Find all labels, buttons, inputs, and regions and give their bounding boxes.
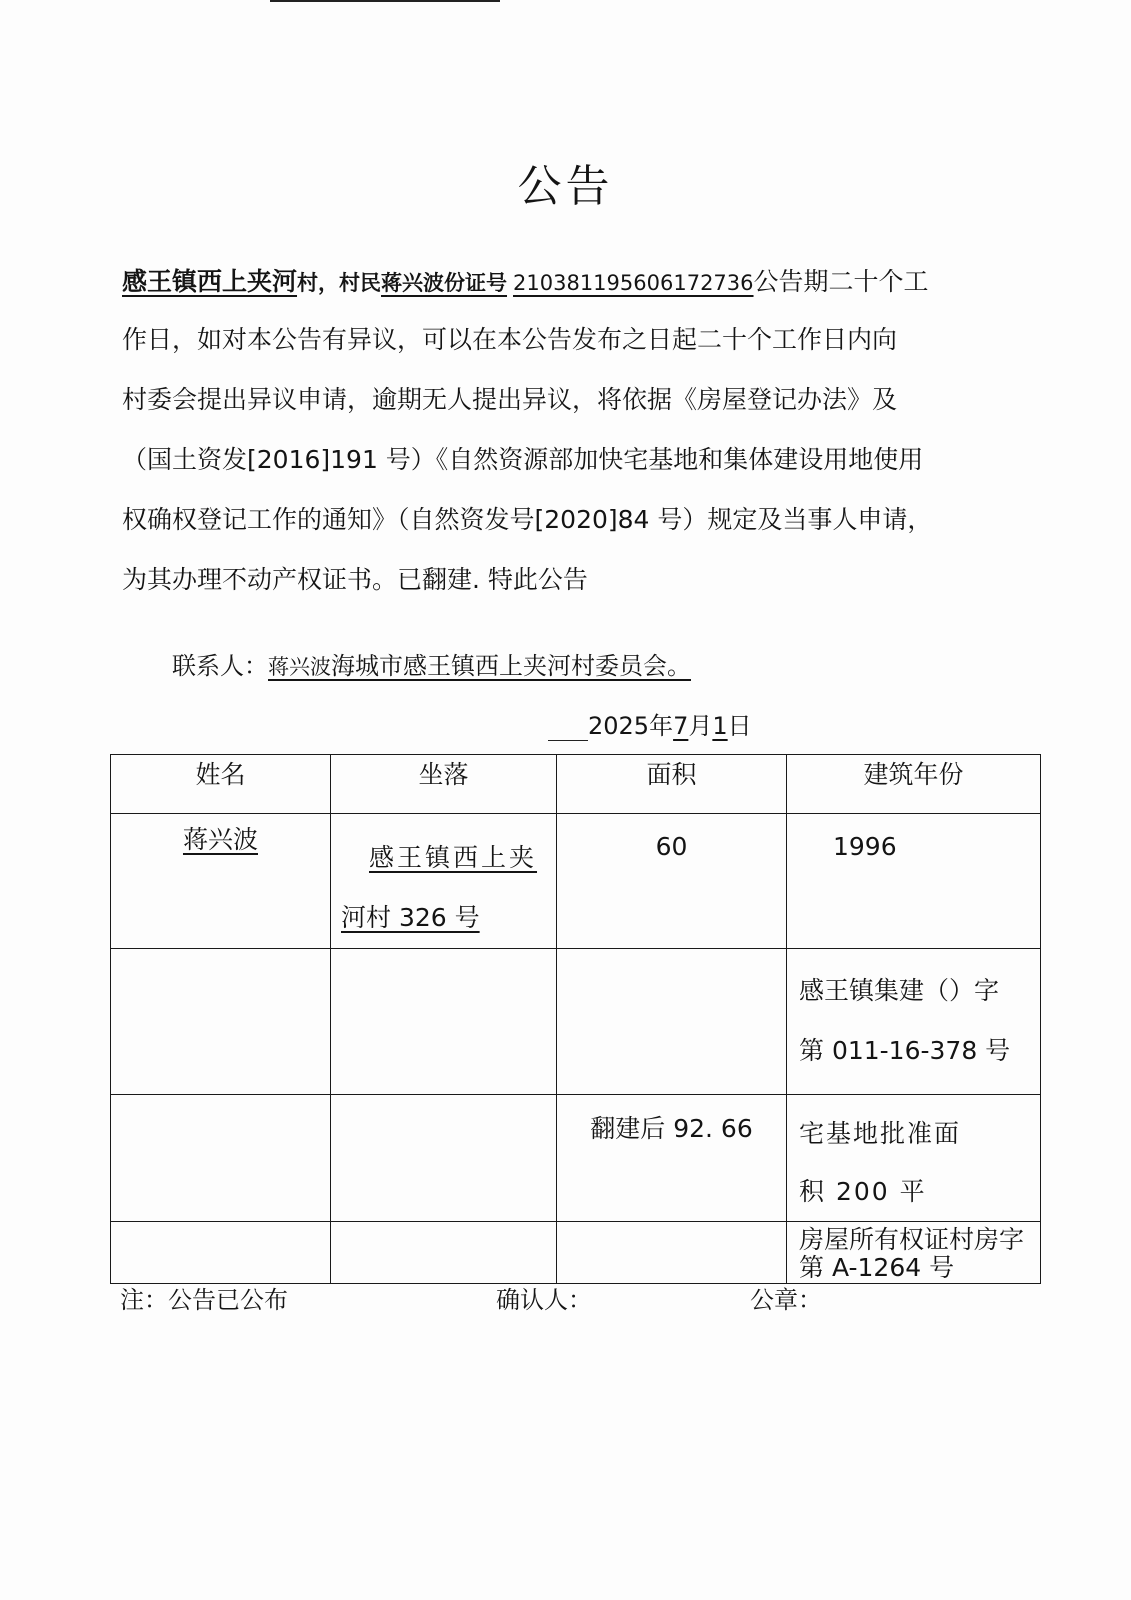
intro-mid: 村，村民 xyxy=(297,271,382,295)
header-area: 面积 xyxy=(557,755,787,814)
body-line-1: 作日，如对本公告有异议，可以在本公告发布之日起二十个工作日内向 xyxy=(122,325,898,354)
table-row xyxy=(111,814,1041,949)
row1-area: 60 xyxy=(557,814,787,949)
row2-cert-line2: 第 011-16-378 号 xyxy=(799,1036,1011,1065)
intro-line xyxy=(122,262,992,298)
row2-cert-line1: 感王镇集建（）字 xyxy=(799,976,1000,1005)
footer-confirm: 确认人： xyxy=(496,1286,592,1314)
row4-own-line1: 房屋所有权证村房字 xyxy=(799,1225,1025,1254)
id-label: 份证号 xyxy=(444,271,508,295)
footer-note: 注：公告已公布 xyxy=(120,1286,288,1314)
contact-label: 联系人： xyxy=(172,652,268,680)
table-header-row xyxy=(111,755,1041,814)
body-line-4: 权确权登记工作的通知》（自然资发号[2020]84 号）规定及当事人申请， xyxy=(122,505,933,534)
footer-seal: 公章： xyxy=(750,1286,822,1314)
date-year-unit: 年 xyxy=(649,712,674,740)
header-name: 姓名 xyxy=(111,755,331,814)
row1-location-line1: 感王镇西上夹 xyxy=(369,843,538,872)
header-build-year: 建筑年份 xyxy=(787,755,1041,814)
table-row xyxy=(111,949,1041,1095)
row3-renovated-area: 翻建后 92. 66 xyxy=(557,1095,787,1222)
village-name: 感王镇西上夹河 xyxy=(122,267,298,296)
intro-tail: 公告期二十个工 xyxy=(753,267,929,296)
date-month: 7 xyxy=(673,712,689,740)
table-row xyxy=(111,1222,1041,1284)
row4-own-line2: 第 A-1264 号 xyxy=(799,1253,955,1282)
date-day-unit: 日 xyxy=(727,712,752,740)
date-month-unit: 月 xyxy=(688,712,713,740)
date-year: 2025 xyxy=(588,712,650,740)
person-name: 蒋兴波 xyxy=(381,271,445,295)
page-title: 公告 xyxy=(517,161,614,212)
date-day: 1 xyxy=(712,712,728,740)
row1-location-line2: 河村 326 号 xyxy=(341,903,480,932)
body-line-5: 为其办理不动产权证书。已翻建. 特此公告 xyxy=(122,565,588,594)
row3-approved-line1: 宅基地批准面 xyxy=(799,1119,962,1148)
top-scan-line xyxy=(270,0,500,2)
property-table xyxy=(110,754,1041,1284)
row1-year: 1996 xyxy=(787,814,1041,949)
contact-org: 海城市感王镇西上夹河村委员会。 xyxy=(331,652,691,680)
table-row xyxy=(111,1095,1041,1222)
header-location: 坐落 xyxy=(331,755,557,814)
id-number: 210381195606172736 xyxy=(513,271,754,295)
notice-date xyxy=(548,706,752,741)
row3-approved-line2: 积 200 平 xyxy=(799,1177,927,1206)
body-line-3: （国土资发[2016]191 号）《自然资源部加快宅基地和集体建设用地使用 xyxy=(122,445,924,474)
contact-line xyxy=(172,646,691,681)
row1-name: 蒋兴波 xyxy=(182,825,258,854)
contact-name: 蒋兴波 xyxy=(268,655,331,679)
body-line-2: 村委会提出异议申请，逾期无人提出异议，将依据《房屋登记办法》及 xyxy=(122,385,898,414)
